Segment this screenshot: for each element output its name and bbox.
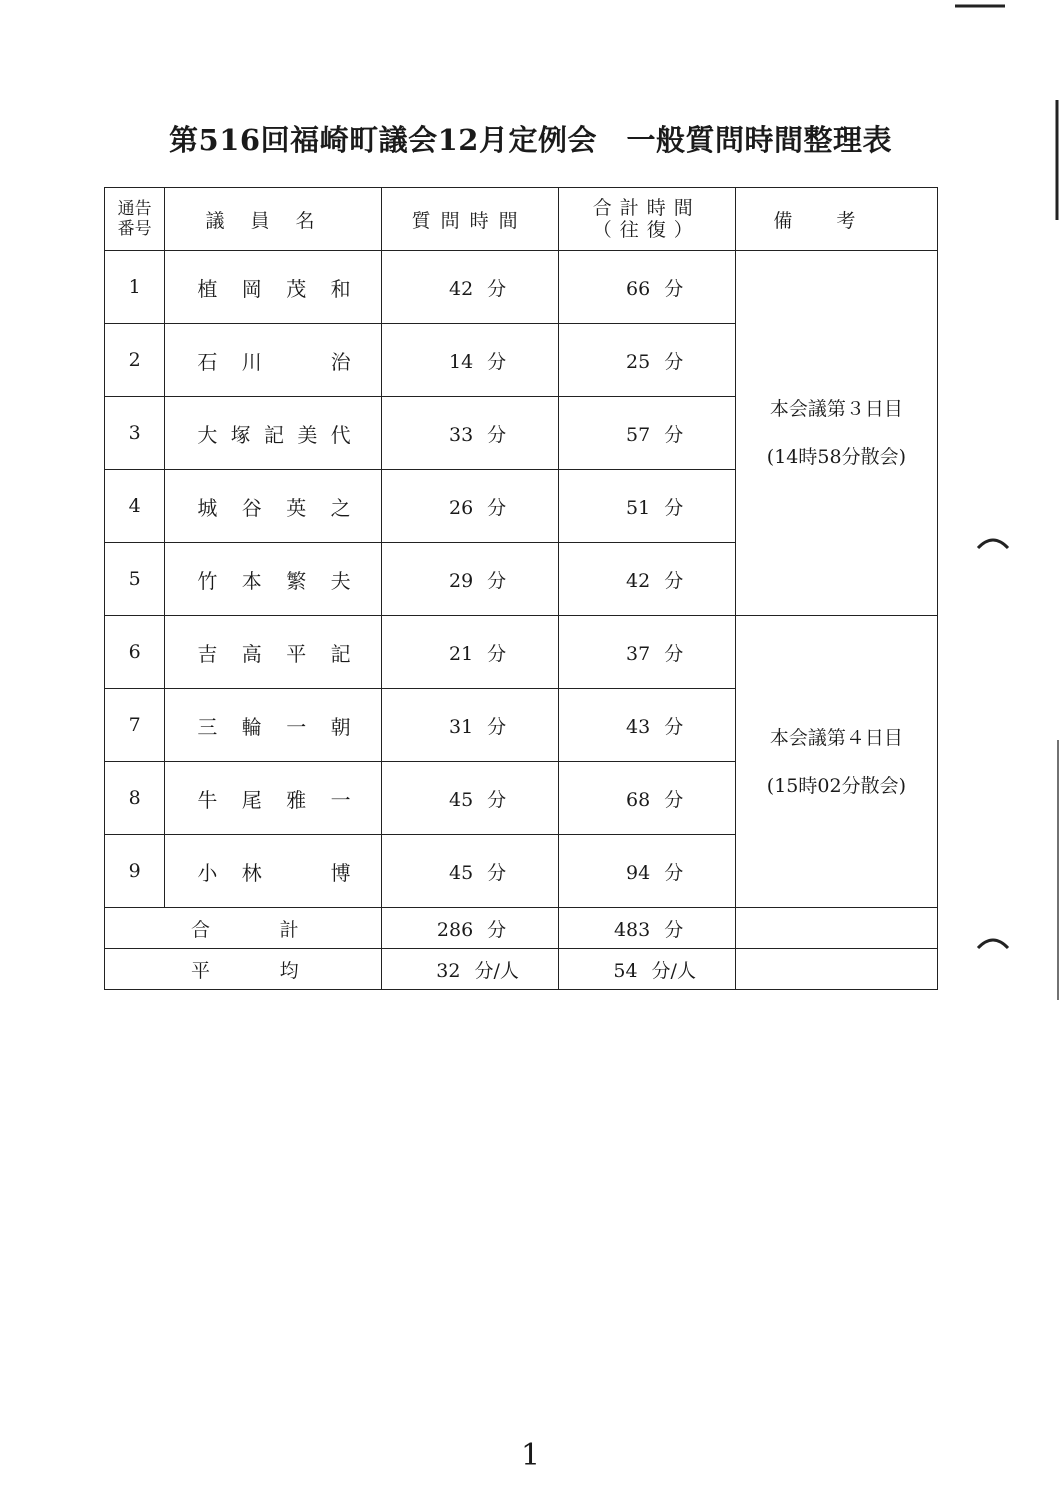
remarks-day4: 本会議第４日目 (15時02分散会) [735,616,937,908]
average-question-time: 32 分/人 [381,949,558,990]
total-time: 51 分 [558,470,735,543]
question-time: 45 分 [381,762,558,835]
header-total-time: 合計時間 （往復） [558,188,735,251]
question-time: 45 分 [381,835,558,908]
member-name: 吉高平記 [165,616,381,689]
sum-question-time: 286 分 [381,908,558,949]
notice-number: 3 [105,397,165,470]
document-title: 第516回福崎町議会12月定例会 一般質問時間整理表 [169,123,892,157]
member-name: 石川 治 [165,324,381,397]
sum-total-time: 483 分 [558,908,735,949]
question-time: 21 分 [381,616,558,689]
question-time-table-wrap [104,187,938,990]
member-name: 牛尾雅一 [165,762,381,835]
sum-remarks [735,908,937,949]
total-time: 68 分 [558,762,735,835]
total-time: 42 分 [558,543,735,616]
question-time: 29 分 [381,543,558,616]
question-time: 14 分 [381,324,558,397]
total-time: 25 分 [558,324,735,397]
remarks-day3: 本会議第３日目 (14時58分散会) [735,251,937,616]
notice-number: 1 [105,251,165,324]
question-time-table [104,187,938,990]
total-time: 94 分 [558,835,735,908]
member-name: 大塚記美代 [165,397,381,470]
punch-hole-mark [975,530,1011,552]
header-notice-number: 通告 番号 [105,188,165,251]
average-total-time: 54 分/人 [558,949,735,990]
sum-row [105,908,938,949]
sum-label: 合計 [105,908,382,949]
average-row [105,949,938,990]
total-time: 43 分 [558,689,735,762]
member-name: 三輪一朝 [165,689,381,762]
scan-edge-mark [955,0,1061,12]
total-time: 57 分 [558,397,735,470]
notice-number: 4 [105,470,165,543]
header-row [105,188,938,251]
member-name: 植岡茂和 [165,251,381,324]
notice-number: 5 [105,543,165,616]
header-remarks: 備考 [735,188,937,251]
table-row [105,616,938,689]
member-name: 竹本繁夫 [165,543,381,616]
notice-number: 9 [105,835,165,908]
scan-edge-line [1052,100,1061,1500]
page-number: 1 [520,1438,541,1473]
header-question-time: 質問時間 [381,188,558,251]
average-label: 平均 [105,949,382,990]
notice-number: 2 [105,324,165,397]
question-time: 26 分 [381,470,558,543]
notice-number: 6 [105,616,165,689]
total-time: 66 分 [558,251,735,324]
member-name: 城谷英之 [165,470,381,543]
average-remarks [735,949,937,990]
question-time: 31 分 [381,689,558,762]
punch-hole-mark [975,930,1011,952]
notice-number: 8 [105,762,165,835]
table-row [105,251,938,324]
header-member-name: 議員名 [165,188,381,251]
member-name: 小林 博 [165,835,381,908]
total-time: 37 分 [558,616,735,689]
notice-number: 7 [105,689,165,762]
question-time: 33 分 [381,397,558,470]
question-time: 42 分 [381,251,558,324]
